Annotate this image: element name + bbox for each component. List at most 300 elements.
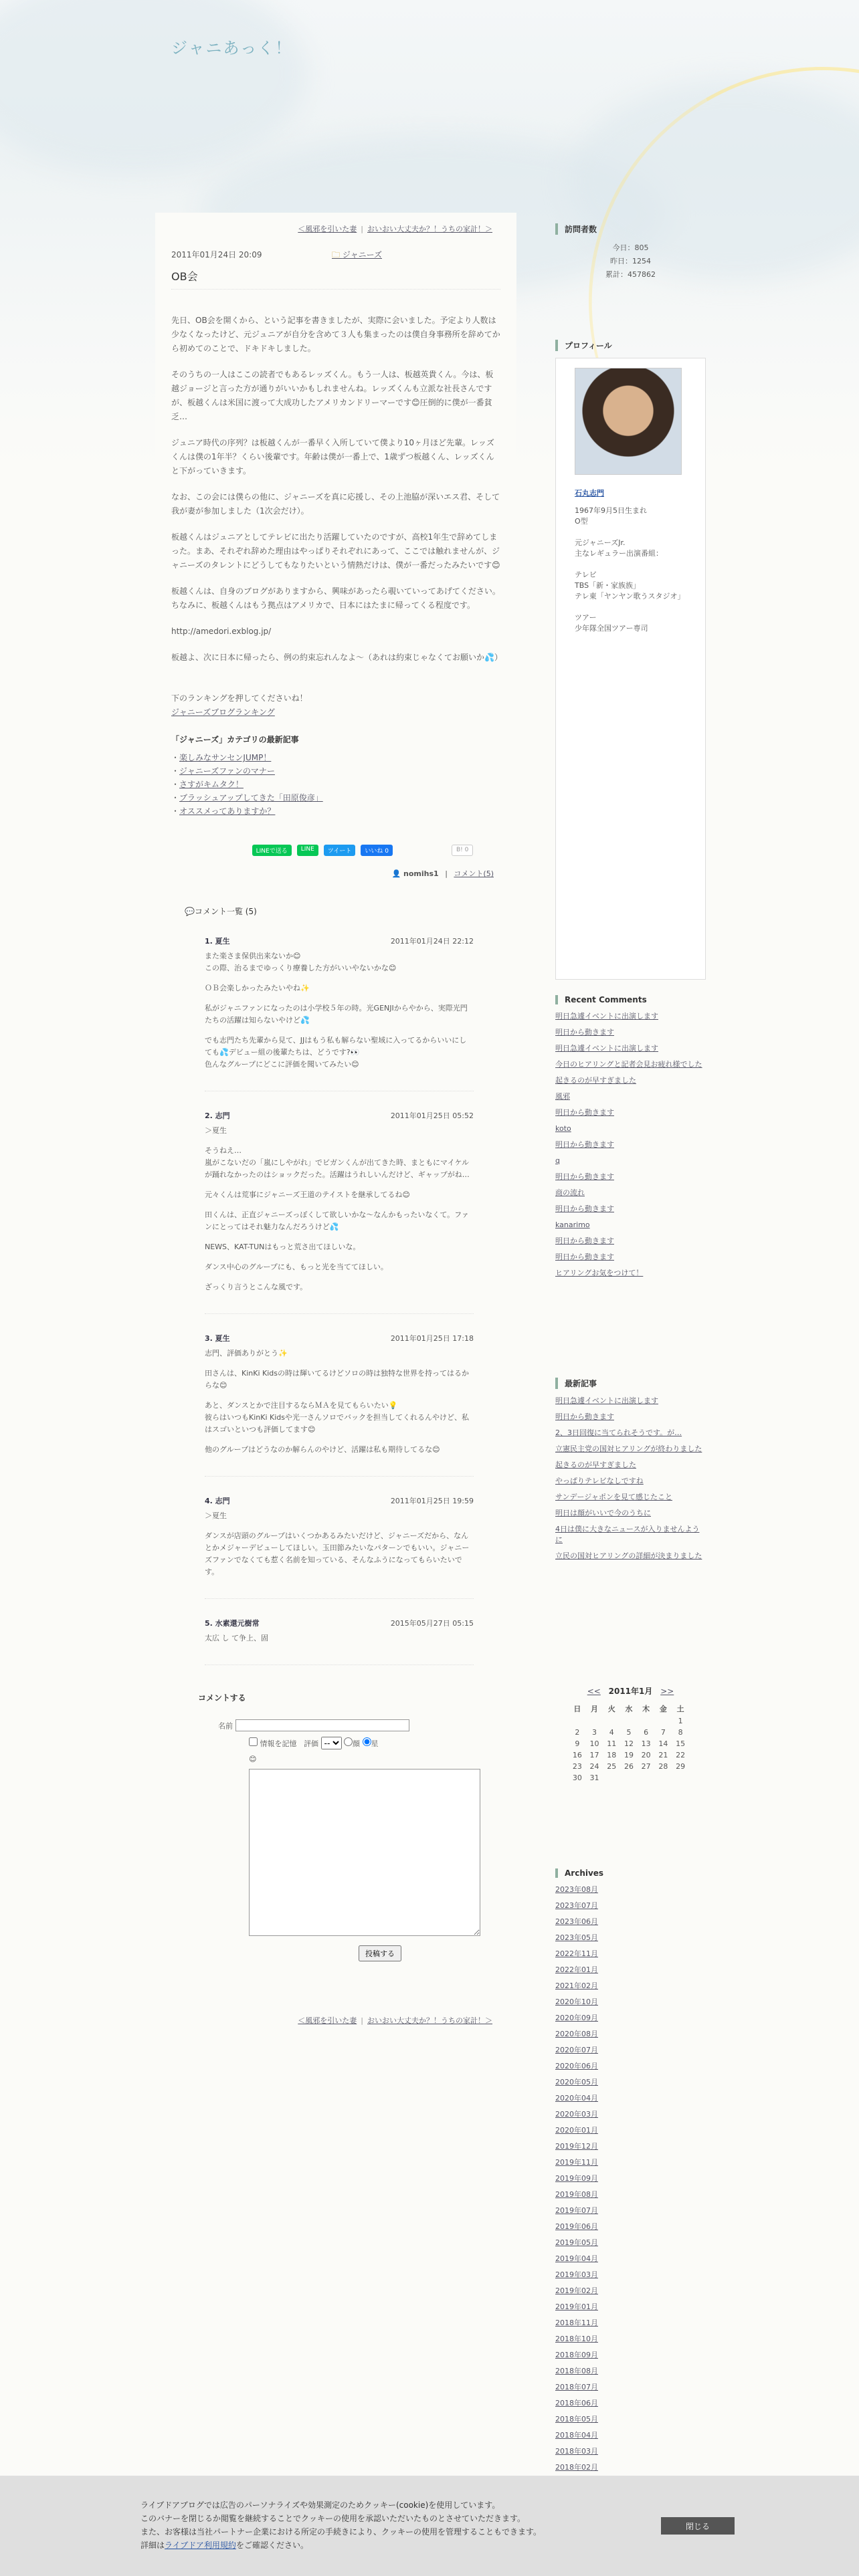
recent-post-item [555,1396,706,1406]
archive-link[interactable]: 2020年08月 [555,2030,598,2038]
profile-line: ツアー [575,613,597,622]
post-date: 2011年01月24日 20:09 [171,250,262,259]
comment-header [205,1618,474,1630]
comment-text: ダンス中心のグループにも、もっと光を当ててほしい。 [205,1263,388,1271]
recent-post-link[interactable]: 立民の国対ヒアリングの詳細が決まりました [555,1551,702,1560]
calendar-day[interactable]: 5 [626,1728,632,1737]
recent-comment-item [555,1204,706,1214]
archive-item [555,2141,706,2152]
archive-item [555,2462,706,2473]
archive-link[interactable]: 2019年03月 [555,2270,598,2279]
calendar-day [672,1772,689,1784]
comments-title: 💬コメント一覧 (5) [185,907,257,916]
related-post-link[interactable]: オススメってありますか？ [179,807,276,816]
calendar-day [569,1715,586,1727]
recent-comment-link[interactable]: 明日から動きます [555,1172,614,1181]
archive-item [555,2093,706,2104]
archive-item [555,1949,706,1959]
comment-text: 私がジャニファンになったのは小学校５年の時。光GENJIからやから、実際光門たちの活躍は知らないやけど💦 [205,1004,468,1025]
archive-link[interactable]: 2019年02月 [555,2286,598,2295]
comment-text: 元々くんは荒事にジャニーズ王道のテイストを継承してるね😊 [205,1190,410,1199]
visits-title: 訪問者数 [555,223,706,235]
comment-text: 田さんは、KinKi Kidsの時は輝いてるけどソロの時は独特な世界を持ってはるからな😊 [205,1369,469,1390]
recent-comment-item [555,1220,706,1230]
calendar-day[interactable]: 23 [572,1762,582,1771]
calendar-day[interactable]: 20 [641,1751,651,1759]
post-paragraph: 板越よ、次に日本に帰ったら、例の約束忘れんなよ〜（あれは約束じゃなくてお願いか💦） [171,653,502,662]
comment-author: 3. 夏生 [205,1334,230,1343]
archive-item [555,2077,706,2088]
calendar-prev-link[interactable]: << [587,1687,601,1696]
related-post-link[interactable]: ブラッシュアップしてきた「田原俊彦」 [179,793,323,802]
archive-link[interactable]: 2021年02月 [555,1981,598,1990]
visits-widget [555,223,706,282]
recent-post-item [555,1551,706,1562]
recent-comment-link[interactable]: kanarimo [555,1220,590,1229]
comment-item [205,1618,474,1665]
main-column [155,213,516,2286]
recent-comment-item [555,1011,706,1022]
profile-line: テレ東「ヤンヤン歌うスタジオ」 [575,592,685,601]
recent-comment-item [555,1156,706,1166]
calendar-day[interactable]: 21 [658,1751,668,1759]
comment-text: ＯＢ会楽しかったみたいやね✨ [205,984,310,992]
profile-line: テレビ [575,570,597,579]
archive-item [555,2029,706,2040]
archive-link[interactable]: 2019年09月 [555,2174,598,2183]
speech-bubble-icon: 💬 [185,907,195,916]
archive-link[interactable]: 2018年05月 [555,2415,598,2424]
archive-item [555,2286,706,2296]
visits-total: 累計：457862 [605,270,656,279]
archive-link[interactable]: 2023年08月 [555,1885,598,1894]
archive-link[interactable]: 2018年10月 [555,2335,598,2343]
recent-comment-link[interactable]: koto [555,1124,571,1133]
comment-item [205,1495,474,1599]
calendar-day[interactable]: 7 [660,1728,666,1737]
archive-item [555,1965,706,1975]
comment-text: 田くんは、正直ジャニーズっぽくして欲しいかな〜なんかもったいなくて。ファンにとってはそれ魅力なんだろうけど💦 [205,1210,469,1231]
next-post-link[interactable]: おいおい大丈夫か？！うちの家計！＞ [367,225,492,233]
comment-header [205,1110,474,1122]
related-post-link[interactable]: 楽しみなサンセンJUMP！ [179,753,272,762]
comment-item [205,1110,474,1314]
calendar-day [638,1715,655,1727]
name-input[interactable] [235,1719,409,1731]
archive-item [555,1901,706,1911]
cookie-line: また、お客様は当社パートナー企業における所定の手続きにより、クッキーの使用を管理することもできます。 [140,2527,542,2537]
recent-comment-link[interactable]: 明日から動きます [555,1237,614,1245]
comment-text: また楽さま保供出来ないか😊 この際、治るまでゆっくり療養した方がいいやないかな😊 [205,952,397,972]
recent-comment-link[interactable]: 明日から動きます [555,1108,614,1117]
calendar-widget [555,1685,706,1784]
comment-text: ＞夏生 [205,1511,227,1520]
recent-post-link[interactable]: 明日急遽イベントに出演します [555,1396,658,1405]
recent-post-link[interactable]: サンデージャポンを見て感じたこと [555,1493,673,1501]
comment-textarea[interactable] [249,1769,480,1936]
archive-link[interactable]: 2018年06月 [555,2399,598,2407]
comment-form-title: コメントする [198,1693,246,1703]
related-posts-title: 「ジャニーズ」カテゴリの最新記事 [171,735,299,744]
comment-date: 2011年01月25日 19:59 [390,1497,474,1505]
calendar-day[interactable]: 30 [572,1774,582,1782]
prev-post-link[interactable]: ＜風邪を引いた妻 [298,225,357,233]
related-post-link[interactable]: ジャニーズファンのマナー [179,766,275,776]
calendar-weekday: 月 [591,1705,599,1713]
archive-item [555,2061,706,2072]
comment-author: 4. 志門 [205,1497,230,1505]
recent-comment-link[interactable]: 明日急遽イベントに出演します [555,1044,658,1053]
related-posts [171,733,500,818]
recent-comment-item [555,1123,706,1134]
archive-item [555,2334,706,2345]
comment-header [205,1333,474,1345]
remember-checkbox[interactable] [249,1737,258,1746]
comment-text: 太広 し て争上、固 [205,1634,268,1642]
recent-comment-link[interactable]: ヒアリングお気をつけて！ [555,1269,644,1277]
post-paragraph: 板越くんはジュニアとしてテレビに出たり活躍していたのですが、高校1年生で辞めてしまった。まあ、それぞれ辞めた理由はやっぱりそれぞれにあって、ここでは触れませんが、ジャニーズのタレントにどうしてもなりたいという情熱だけは、僕が一番だったみたいです😊 [171,532,500,570]
comment-text: あと、ダンスとかで注目するならＭＡを見てもらいたい💡 彼らはいつもKinKi Kidsや光一さんソロでバックを担当してくれるんやけど、私はスゴいといつも評価してます😊 [205,1401,469,1434]
calendar-table [569,1702,689,1784]
archive-item [555,1933,706,1943]
archive-link[interactable]: 2019年06月 [555,2222,598,2231]
recent-comment-link[interactable]: 起きるのが早すぎました [555,1076,636,1085]
calendar-day[interactable]: 10 [589,1739,599,1748]
recent-comment-link[interactable]: 明日から動きます [555,1204,614,1213]
comment-text: NEWS、KAT-TUNはもっと荒さ出てほしいな。 [205,1243,361,1251]
calendar-day[interactable]: 8 [678,1728,683,1737]
recent-post-link[interactable]: やっぱりテレビなしですね [555,1477,644,1485]
calendar-day[interactable]: 4 [609,1728,614,1737]
archive-link[interactable]: 2019年12月 [555,2142,598,2151]
recent-post-item [555,1428,706,1438]
line-button[interactable]: LINE [297,845,318,856]
calendar-day [603,1715,620,1727]
recent-comments-title: Recent Comments [555,995,706,1004]
archive-link[interactable]: 2019年04月 [555,2254,598,2263]
post-paragraph: そのうちの一人はここの読者でもあるレッズくん。もう一人は、板越英貴くん。今は、板越ジョージと言った方が通りがいいかもしれませんね。レッズくんも立派な社長さんですが、板越くんは米国に渡って大成功したアメリカンドリーマーです😊圧倒的に僕が一番貧乏… [171,370,494,421]
calendar-day[interactable]: 22 [676,1751,686,1759]
archive-link[interactable]: 2019年05月 [555,2238,598,2247]
profile-line [575,602,686,613]
post-category-link[interactable]: 🗀 ジャニーズ [332,249,382,263]
comment-header [205,936,474,948]
archive-item [555,2414,706,2425]
recent-comment-item [555,1043,706,1054]
archive-link[interactable]: 2022年11月 [555,1949,598,1958]
archive-link[interactable]: 2023年05月 [555,1933,598,1942]
comment-text: 志門、評価ありがとう✨ [205,1349,288,1358]
calendar-day [603,1772,620,1784]
profile-photo [575,368,682,475]
calendar-title: 2011年1月 [608,1687,653,1696]
archive-link[interactable]: 2018年08月 [555,2367,598,2375]
archive-link[interactable]: 2020年05月 [555,2078,598,2086]
prev-post-link[interactable]: ＜風邪を引いた妻 [298,2016,357,2025]
archive-link[interactable]: 2018年09月 [555,2351,598,2359]
related-post-link[interactable]: さすがキムタク！ [179,780,244,789]
recent-post-link[interactable]: 明日から動きます [555,1412,614,1421]
recent-post-item [555,1460,706,1471]
terms-link[interactable]: ライブドア利用規約 [165,2541,236,2550]
comment-author: 5. 水素還元樹常 [205,1619,260,1628]
calendar-weekday: 日 [573,1705,581,1713]
recent-comment-item [555,1236,706,1247]
profile-details [575,506,686,634]
visits-today: 今日：805 [612,243,649,252]
blog-url-text: http://amedori.exblog.jp/ [171,627,272,636]
recent-post-item [555,1476,706,1487]
archives-title: Archives [555,1868,706,1878]
calendar-weekday: 水 [625,1705,633,1713]
calendar-day[interactable]: 16 [572,1751,582,1759]
archive-item [555,2430,706,2441]
calendar-day[interactable]: 27 [641,1762,651,1771]
archive-item [555,2350,706,2361]
archive-item [555,2302,706,2313]
calendar-day[interactable]: 19 [624,1751,634,1759]
comments-count-link[interactable]: コメント(5) [454,869,494,878]
recent-comment-link[interactable]: 今日のヒアリングと記者会見お疲れ様でした [555,1060,702,1069]
calendar-day[interactable]: 13 [641,1739,651,1748]
cookie-line: ライブドアブログでは広告のパーソナライズや効果測定のためクッキー(cookie)を使用しています。 [140,2500,500,2510]
calendar-weekday: 木 [642,1705,650,1713]
recent-comment-item [555,1059,706,1070]
archive-link[interactable]: 2019年08月 [555,2190,598,2199]
comment-date: 2011年01月25日 05:52 [390,1111,474,1120]
name-label: 名前 [218,1721,233,1731]
post-paragraph: ジュニア時代の序列？は板越くんが一番早く入所していて僕より10ヶ月ほど先輩。レッズくんは僕の1年半？くらい後輩です。年齢は僕が一番上で、1歳ずつ板越くん、レッズくんと下がっていきます。 [171,438,494,475]
comment-header [205,1495,474,1507]
recent-comment-link[interactable]: 明日から動きます [555,1028,614,1037]
recent-comment-item [555,1027,706,1038]
author-icon: 👤 [391,869,401,878]
calendar-day[interactable]: 6 [644,1728,649,1737]
ranking-link[interactable]: ジャニーズブログランキング [171,708,275,717]
calendar-day [655,1772,672,1784]
calendar-day[interactable]: 18 [607,1751,617,1759]
recent-comment-link[interactable]: 明日急遽イベントに出演します [555,1012,658,1021]
hatena-button[interactable]: B! 0 [452,845,473,856]
calendar-day[interactable]: 24 [589,1762,599,1771]
site-title[interactable]: ジャニあっく！ [171,39,293,58]
archive-item [555,2366,706,2377]
post-title: OB会 [171,268,500,290]
visits-yesterday: 昨日：1254 [610,257,651,265]
bottom-pager: ＜風邪を引いた妻 | おいおい大丈夫か？！うちの家計！＞ [298,2016,492,2025]
archive-link[interactable]: 2020年09月 [555,2014,598,2022]
recent-post-item [555,1412,706,1422]
archive-item [555,1917,706,1927]
archive-link[interactable]: 2018年04月 [555,2431,598,2440]
archive-item [555,1997,706,2008]
comment-item [205,936,474,1091]
cookie-line: このバナーを閉じるか閲覧を継続することでクッキーの使用を承認いただいたものとさせていただきます。 [140,2514,526,2523]
archive-item [555,2254,706,2264]
recent-posts-title: 最新記事 [555,1378,706,1389]
post-paragraph: なお、この会には僕らの他に、ジャニーズを真に応援し、その上池脇が深いエス君、そして我が妻が参加しました（1次会だけ）。 [171,492,500,516]
recent-comment-item [555,1188,706,1198]
archive-link[interactable]: 2018年03月 [555,2447,598,2456]
comment-date: 2011年01月25日 17:18 [390,1334,474,1343]
post-paragraph: 先日、OB会を開くから、という記事を書きましたが、実際に会いました。予定より人数は少なくなったけど、元ジュニアが自分を含めて３人も集まったのは僕自身事務所を辞めてから初めてのことで、ドキドキしました。 [171,316,500,353]
comment-author: 2. 志門 [205,1111,230,1120]
archive-link[interactable]: 2019年01月 [555,2302,598,2311]
profile-line: O型 [575,517,588,526]
comment-text: 他のグループはどうなのか解らんのやけど、活躍は私も期待してるな😊 [205,1445,440,1454]
good-radio[interactable] [344,1737,353,1746]
archive-link[interactable]: 2023年07月 [555,1901,598,1910]
archive-link[interactable]: 2020年03月 [555,2110,598,2119]
post-body [171,314,500,818]
author-name: nomihs1 [403,869,439,878]
share-buttons [171,845,500,856]
author-line: 👤 nomihs1 | コメント(5) [391,869,494,878]
recent-comment-item [555,1107,706,1118]
calendar-day[interactable]: 31 [589,1774,599,1782]
archive-item [555,1981,706,1992]
archive-item [555,2382,706,2393]
profile-name[interactable]: 石丸志門 [575,489,604,498]
calendar-day[interactable]: 25 [607,1762,617,1771]
calendar-day [620,1772,638,1784]
profile-line: 1967年9月5日生まれ [575,506,647,515]
recent-comment-item [555,1075,706,1086]
archive-link[interactable]: 2020年06月 [555,2062,598,2070]
comment-text: ざっくり言うとこんな風です。 [205,1283,308,1291]
bad-radio[interactable] [363,1737,371,1746]
calendar-day[interactable]: 11 [607,1739,617,1748]
comment-text: でも志門たち先輩から見て、JJはもう私も解らない聖域に入ってるからいいにしても💦デビュー組の後輩たちは、どうです?👀 色んなグループにどこに評価を聞いてみたい😊 [205,1036,467,1069]
archive-item [555,2189,706,2200]
cookie-banner: ライブドアブログでは広告のパーソナライズや効果測定のためクッキー(cookie)を使用しています。 このバナーを閉じるか閲覧を継続することでクッキーの使用を承認いただいたものとさせていただきます。 また、お客様は当社パートナー企業における所定の手続きにより、クッキーの使用を管理することもできます。 詳細はライブドア利用規約をご確認ください。 閉じる [0,2476,859,2576]
cookie-close-button[interactable]: 閉じる [661,2517,735,2535]
archive-item [555,2109,706,2120]
submit-comment-button[interactable]: 投稿する [359,1945,401,1961]
recent-comment-link[interactable]: 明日から動きます [555,1253,614,1261]
top-pager: ＜風邪を引いた妻 | おいおい大丈夫か？！うちの家計！＞ [298,225,492,233]
archive-item [555,2157,706,2168]
calendar-day[interactable]: 15 [676,1739,686,1748]
comment-item [205,1333,474,1477]
archives-widget [555,1868,706,2527]
calendar-day[interactable]: 1 [678,1717,683,1725]
comment-text: ＞夏生 [205,1126,227,1135]
calendar-day[interactable]: 28 [658,1762,668,1771]
calendar-day [638,1772,655,1784]
comment-text: そうねえ… 嵐がこないだの「嵐にしやがれ」でビガンくんが出てきた時、まともにマイケルが踊れなかったのはショックだった。活躍はうれしいんだけど、ギャップがね… [205,1146,470,1179]
comment-form: コメントする 名前 情報を記憶 評価 -- 顔 星 😊 投稿する [198,1692,500,1961]
archive-item [555,2270,706,2280]
recent-post-link[interactable]: 起きるのが早すぎました [555,1461,636,1469]
recent-post-item [555,1492,706,1503]
calendar-day [655,1715,672,1727]
calendar-day[interactable]: 12 [624,1739,634,1748]
calendar-day[interactable]: 14 [658,1739,668,1748]
calendar-day[interactable]: 26 [624,1762,634,1771]
archive-link[interactable]: 2020年07月 [555,2046,598,2054]
archive-link[interactable]: 2022年01月 [555,1965,598,1974]
recent-comment-link[interactable]: 明日から動きます [555,1140,614,1149]
comment-author: 1. 夏生 [205,937,230,946]
archive-item [555,2206,706,2216]
calendar-day [620,1715,638,1727]
profile-line: 主なレギュラー出演番組： [575,549,663,558]
calendar-next-link[interactable]: >> [660,1687,674,1696]
calendar-weekday: 金 [659,1705,667,1713]
archive-item [555,2045,706,2056]
archive-link[interactable]: 2018年07月 [555,2383,598,2391]
calendar-day[interactable]: 2 [575,1728,580,1737]
archive-link[interactable]: 2018年11月 [555,2319,598,2327]
recent-post-link[interactable]: 4日は僕に大きなニュースが入りませんように [555,1525,700,1544]
archive-link[interactable]: 2018年02月 [555,2463,598,2472]
recent-comment-item [555,1252,706,1263]
recent-comment-item [555,1172,706,1182]
recent-post-link[interactable]: 2、3日回復に当てられそうです。が… [555,1428,682,1437]
recent-comment-item [555,1140,706,1150]
archive-link[interactable]: 2023年06月 [555,1917,598,1926]
line-share-button[interactable]: LINEで送る [252,845,292,856]
calendar-day[interactable]: 3 [592,1728,597,1737]
calendar-weekday: 火 [607,1705,615,1713]
archive-link[interactable]: 2020年01月 [555,2126,598,2135]
next-post-link[interactable]: おいおい大丈夫か？！うちの家計！＞ [367,2016,492,2025]
profile-widget [555,340,706,980]
comment-list [171,936,500,1665]
archive-item [555,2398,706,2409]
emoji-icon[interactable]: 😊 [249,1755,257,1763]
post-paragraph: 板越くんは、自身のブログがありますから、興味があったら覗いていってあげてください。ちなみに、板越くんはもう拠点はアメリカで、日本にはたまに帰ってくる程度です。 [171,586,500,610]
profile-line [575,527,686,538]
rating-select[interactable] [321,1737,342,1749]
recent-post-link[interactable]: 立憲民主党の国対ヒアリングが終わりました [555,1444,702,1453]
recent-posts-widget [555,1378,706,1567]
archive-item [555,2173,706,2184]
recent-post-link[interactable]: 明日は顔がいいで今のうちに [555,1509,651,1517]
calendar-day[interactable]: 9 [575,1739,580,1748]
archive-item [555,1885,706,1895]
calendar-day [586,1715,603,1727]
archive-link[interactable]: 2020年10月 [555,1998,598,2006]
archive-item [555,2318,706,2329]
archive-link[interactable]: 2019年11月 [555,2158,598,2167]
recent-comment-link[interactable]: 風邪 [555,1092,570,1101]
tweet-button[interactable]: ツイート [324,845,356,856]
archive-item [555,2238,706,2248]
post-meta [171,249,500,263]
recent-post-item [555,1508,706,1519]
profile-line: TBS「新・家族族」 [575,581,641,590]
recent-comment-link[interactable]: 商の流れ [555,1188,585,1197]
calendar-day[interactable]: 17 [589,1751,599,1759]
recent-comment-link[interactable]: q [555,1156,560,1165]
archive-link[interactable]: 2020年04月 [555,2094,598,2103]
archive-item [555,2222,706,2232]
profile-line: 元ジャニーズJr. [575,538,626,547]
archive-link[interactable]: 2019年07月 [555,2206,598,2215]
recent-comment-item [555,1268,706,1279]
recent-comment-item [555,1091,706,1102]
ranking-text: 下のランキングを押してくださいね！ [171,693,308,703]
archive-item [555,2013,706,2024]
calendar-day[interactable]: 29 [676,1762,686,1771]
facebook-like-button[interactable]: いいね 0 [361,845,393,856]
comment-text: ダンスが店頭のグループはいくつかあるみたいだけど、ジャニーズだから、なんとかメジャーデビューしてほしい。玉田節みたいなパターンでもいい。ジャニーズファンでなくても惹く名前を知っている、そんなふうになってもらいたいです。 [205,1531,470,1576]
profile-line [575,559,686,570]
comment-date: 2011年01月24日 22:12 [390,937,474,946]
calendar-weekday: 土 [676,1705,684,1713]
